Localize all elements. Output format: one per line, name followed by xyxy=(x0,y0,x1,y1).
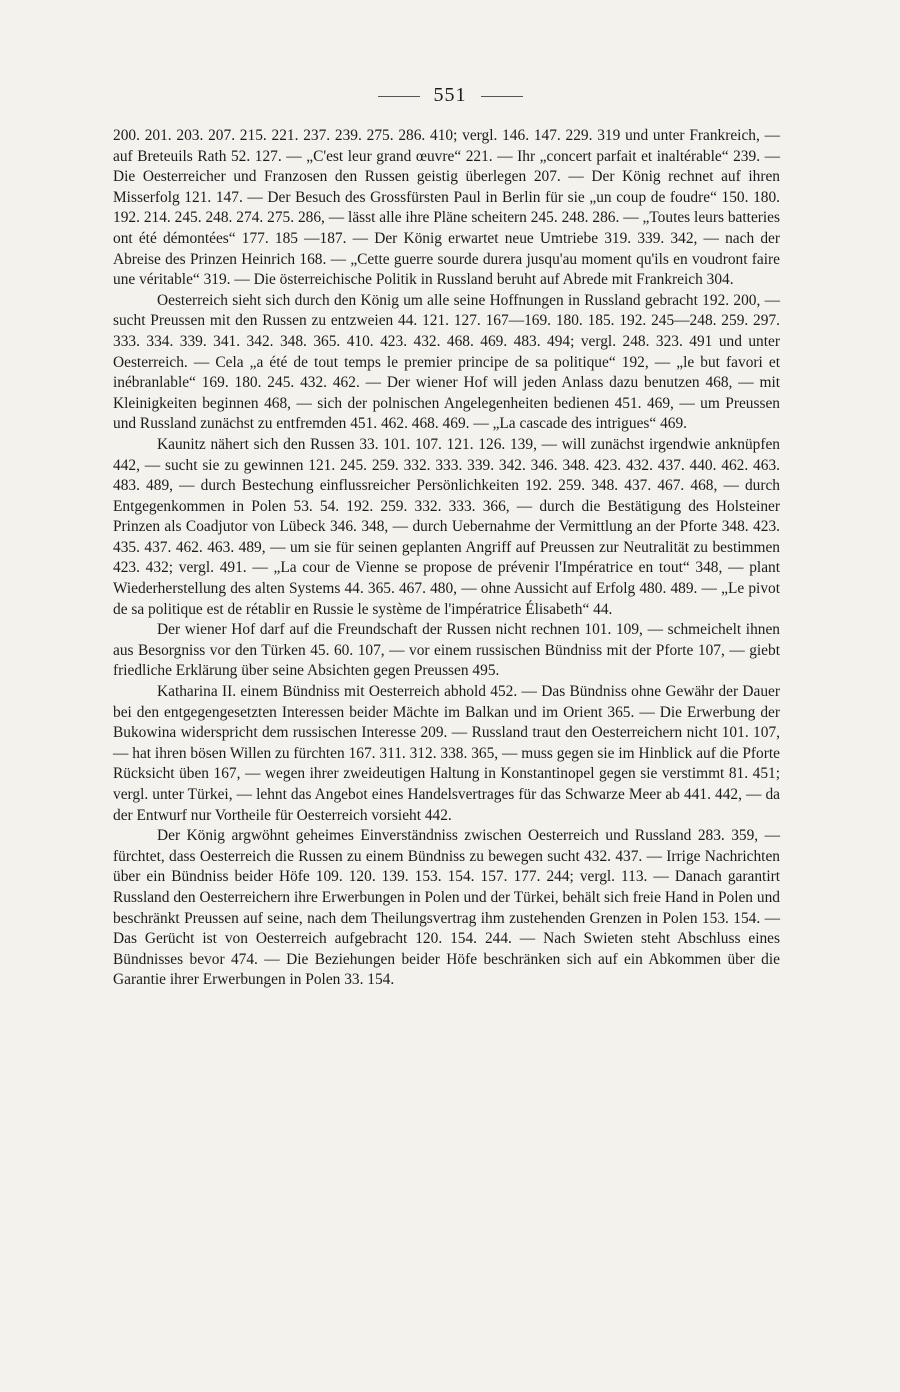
header-rule-left xyxy=(378,96,420,97)
header-rule-right xyxy=(481,96,523,97)
page-number: 551 xyxy=(433,84,467,106)
page-header xyxy=(0,84,900,107)
paragraph-wiener-hof: Der wiener Hof darf auf die Freundschaft der Russen nicht rechnen 101. 109, — schmeichelt ihnen aus Besorgniss vor den Türken 45. 60. 107, — vor einem russischen Bündniss mit der Pforte 107, — giebt friedliche Erklärung über seine Absichten gegen Preussen 495. xyxy=(113,621,780,680)
paragraph-koenig: Der König argwöhnt geheimes Einverständniss zwischen Oesterreich und Russland 283. 359, — fürchtet, dass Oesterreich die Russen zu einem Bündniss zu bewegen sucht 432. 437. — Irrige Nachrichten über ein Bündniss beider Höfe 109. 120. 139. 153. 154. 157. 177. 244; vergl. 113. — Danach garantirt Russland den Oesterreichern ihre Erwerbungen in Polen und der Türkei, behält sich freie Hand in Polen und beschränkt Preussen auf seine, nach dem Theilungsvertrag ihm zustehenden Grenzen in Polen 153. 154. — Das Gerücht ist von Oesterreich aufgebracht 120. 154. 244. — Nach Swieten steht Abschluss eines Bündnisses bevor 474. — Die Beziehungen beider Höfe beschränken sich auf ein Abkommen über die Garantie ihrer Erwerbungen in Polen 33. 154. xyxy=(113,827,780,989)
paragraph-oesterreich: Oesterreich sieht sich durch den König um alle seine Hoffnungen in Russland gebracht 192. 200, — sucht Preussen mit den Russen zu entzweien 44. 121. 127. 167—169. 180. 185. 192. 245—248. 259. 297. 333. 334. 339. 341. 342. 348. 365. 410. 423. 432. 468. 469. 483. 494; vergl. 248. 323. 491 und unter Oesterreich. — Cela „a été de tout temps le premier principe de sa politique“ 192, — „le but favori et inébranlable“ 169. 180. 245. 432. 462. — Der wiener Hof will jeden Anlass dazu benutzen 468, — mit Kleinigkeiten beginnen 468, — sich der polnischen Angelegenheiten bedienen 451. 469, — um Preussen und Russland zunächst zu entfremden 451. 462. 468. 469. — „La cascade des intrigues“ 469. xyxy=(113,291,780,433)
paragraph-continuation: 200. 201. 203. 207. 215. 221. 237. 239. 275. 286. 410; vergl. 146. 147. 229. 319 und unter Frankreich, — auf Breteuils Rath 52. 127. — „C'est leur grand œuvre“ 221. — Ihr „concert parfait et inaltérable“ 239. — Die Oesterreicher und Franzosen den Russen geistig überlegen 207. — Der König rechnet auf ihren Misserfolg 121. 147. — Der Besuch des Grossfürsten Paul in Berlin für sie „un coup de foudre“ 150. 180. 192. 214. 245. 248. 274. 275. 286, — lässt alle ihre Pläne scheitern 245. 248. 286. — „Toutes leurs batteries ont été démontées“ 177. 185 —187. — Der König erwartet neue Umtriebe 319. 339. 342, — nach der Abreise des Prinzen Heinrich 168. — „Cette guerre sourde durera jusqu'au moment qu'ils en voudront faire une véritable“ 319. — Die österreichische Politik in Russland beruht auf Abrede mit Frankreich 304. xyxy=(113,127,780,289)
paragraph-katharina: Katharina II. einem Bündniss mit Oesterreich abhold 452. — Das Bündniss ohne Gewähr der Dauer bei den entgegengesetzten Interessen beider Mächte im Balkan und im Orient 365. — Die Erwerbung der Bukowina widerspricht dem russischen Interesse 209. — Russland traut den Oesterreichern nicht 101. 107, — hat ihren bösen Willen zu fürchten 167. 311. 312. 338. 365, — muss gegen sie im Hinblick auf die Pforte Rücksicht üben 167, — wegen ihrer zweideutigen Haltung in Konstantinopel gegen sie verstimmt 81. 451; vergl. unter Türkei, — lehnt das Angebot eines Handelsvertrages für das Schwarze Meer ab 441. 442, — da der Entwurf nur Vortheile für Oesterreich vorsieht 442. xyxy=(113,683,780,824)
paragraph-kaunitz: Kaunitz nähert sich den Russen 33. 101. 107. 121. 126. 139, — will zunächst irgendwie anknüpfen 442, — sucht sie zu gewinnen 121. 245. 259. 332. 333. 339. 342. 346. 348. 423. 432. 437. 440. 462. 463. 483. 489, — durch Bestechung einflussreicher Persönlichkeiten 192. 259. 348. 437. 467. 468, — durch Entgegenkommen in Polen 53. 54. 192. 259. 332. 333. 366, — durch die Bestätigung des Holsteiner Prinzen als Coadjutor von Lübeck 346. 348, — durch Uebernahme der Vermittlung an der Pforte 348. 423. 435. 437. 462. 463. 489, — um sie für seinen geplanten Angriff auf Preussen zur Neutralität zu bestimmen 423. 432; vergl. 491. — „La cour de Vienne se propose de prévenir l'Impératrice en tout“ 348, — plant Wiederherstellung des alten Systems 44. 365. 467. 480, — ohne Aussicht auf Erfolg 480. 489. — „Le pivot de sa politique est de rétablir en Russie le système de l'impératrice Élisabeth“ 44. xyxy=(113,435,780,618)
body-text xyxy=(113,126,780,991)
